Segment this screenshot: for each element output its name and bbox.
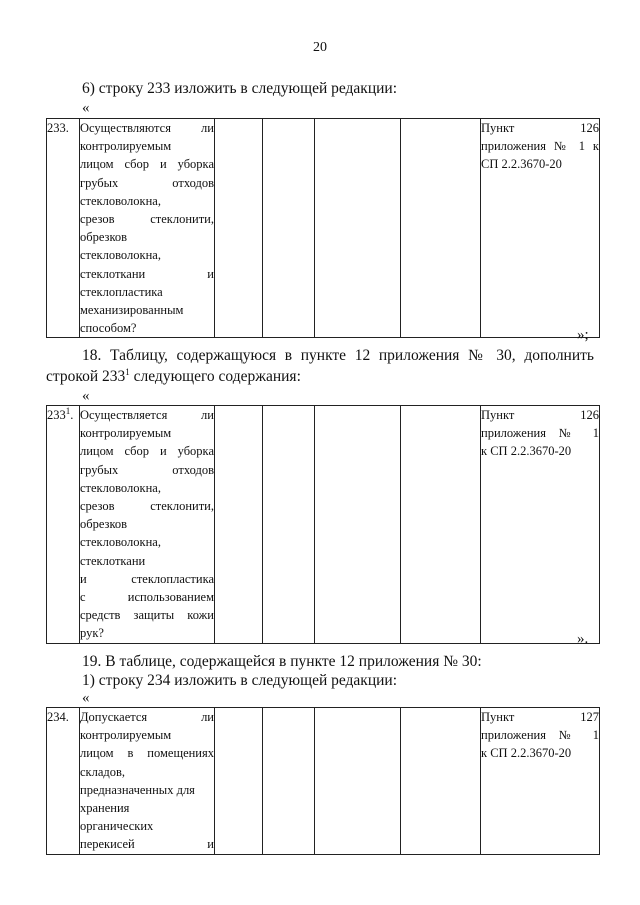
ref-line: приложения № 1 к (481, 139, 599, 154)
table-row-233-1 (46, 405, 600, 644)
paragraph-18-superscript: 1 (125, 366, 130, 377)
empty-cell (401, 708, 481, 855)
ref-line: Пункт 126 (481, 121, 599, 135)
row-reference-cell (481, 119, 600, 338)
desc-line: с использованием (80, 590, 214, 605)
row-number-superscript: 1 (65, 405, 71, 416)
desc-line: способом? (80, 321, 137, 336)
row-number-cell: 233. (47, 119, 80, 338)
open-quote-3: « (82, 690, 90, 706)
row-number-cell: 234. (47, 708, 80, 855)
row-description-cell (80, 406, 215, 644)
paragraph-18-text-b: следующего содержания: (129, 368, 301, 385)
row-reference-cell (481, 708, 600, 855)
row-number: 233 (47, 408, 66, 422)
desc-line: срезов стеклонити, (80, 212, 214, 227)
table-row-233 (46, 118, 600, 338)
desc-line: складов, (80, 764, 126, 779)
ref-line: к СП 2.2.3670-20 (481, 444, 572, 459)
desc-line: хранения (80, 801, 130, 816)
desc-line: грубых отходов (80, 175, 214, 190)
ref-line: СП 2.2.3670-20 (481, 157, 562, 172)
empty-cell (215, 119, 263, 338)
desc-line: стекловолокна, (80, 480, 161, 495)
desc-line: Осуществляются ли (80, 121, 214, 135)
paragraph-19: 19. В таблице, содержащейся в пункте 12 приложения № 30: (82, 653, 482, 670)
desc-line: стекловолокна, (80, 193, 161, 208)
empty-cell (401, 119, 481, 338)
paragraph-18-line-2 (46, 367, 301, 387)
desc-line: стекловолокна, (80, 248, 161, 263)
empty-cell (315, 708, 401, 855)
close-quote-1: »; (577, 327, 589, 343)
desc-line: и стеклопластика (80, 571, 214, 586)
paragraph-18-line-1: 18. Таблицу, содержащуюся в пункте 12 приложения № 30, дополнить (82, 347, 594, 364)
desc-line: контролируемым (80, 426, 172, 441)
empty-cell (263, 119, 315, 338)
desc-line: стеклопластика (80, 284, 163, 299)
desc-line: стеклоткани (80, 553, 146, 568)
desc-line: рук? (80, 626, 104, 641)
page-number: 20 (313, 40, 327, 55)
paragraph-19-item-1: 1) строку 234 изложить в следующей редакции: (82, 672, 398, 689)
empty-cell (315, 119, 401, 338)
empty-cell (315, 406, 401, 644)
desc-line: средств защиты кожи (80, 608, 214, 623)
desc-line: предназначенных для (80, 782, 195, 797)
row-number-cell (47, 406, 80, 644)
desc-line: обрезков (80, 517, 128, 532)
desc-line: лицом в помещениях (80, 746, 214, 761)
empty-cell (215, 406, 263, 644)
row-reference-cell (481, 406, 600, 644)
paragraph-18-text-a: строкой 233 (46, 368, 126, 385)
desc-line: контролируемым (80, 139, 172, 154)
desc-line: лицом сбор и уборка (80, 444, 214, 459)
open-quote-1: « (82, 100, 90, 116)
desc-line: грубых отходов (80, 462, 214, 477)
empty-cell (401, 406, 481, 644)
empty-cell (215, 708, 263, 855)
desc-line: стеклоткани и (80, 266, 214, 281)
ref-line: приложения № 1 (481, 728, 599, 743)
row-number-suffix: . (70, 408, 74, 422)
open-quote-2: « (82, 388, 90, 404)
empty-cell (263, 406, 315, 644)
desc-line: контролируемым (80, 728, 172, 743)
desc-line: механизированным (80, 303, 184, 318)
empty-cell (263, 708, 315, 855)
row-description-cell (80, 119, 215, 338)
desc-line: лицом сбор и уборка (80, 157, 214, 172)
desc-line: Осуществляется ли (80, 408, 214, 422)
ref-line: Пункт 127 (481, 710, 599, 724)
close-quote-2: ». (577, 631, 589, 647)
desc-line: органических (80, 819, 154, 834)
desc-line: Допускается ли (80, 710, 214, 724)
intro-paragraph-6: 6) строку 233 изложить в следующей редакции: (82, 80, 398, 97)
desc-line: стекловолокна, (80, 535, 161, 550)
desc-line: обрезков (80, 230, 128, 245)
ref-line: к СП 2.2.3670-20 (481, 746, 572, 761)
desc-line: срезов стеклонити, (80, 499, 214, 514)
ref-line: приложения № 1 (481, 426, 599, 441)
desc-line: перекисей и (80, 837, 214, 852)
row-description-cell (80, 708, 215, 855)
ref-line: Пункт 126 (481, 408, 599, 422)
table-row-234 (46, 707, 600, 855)
